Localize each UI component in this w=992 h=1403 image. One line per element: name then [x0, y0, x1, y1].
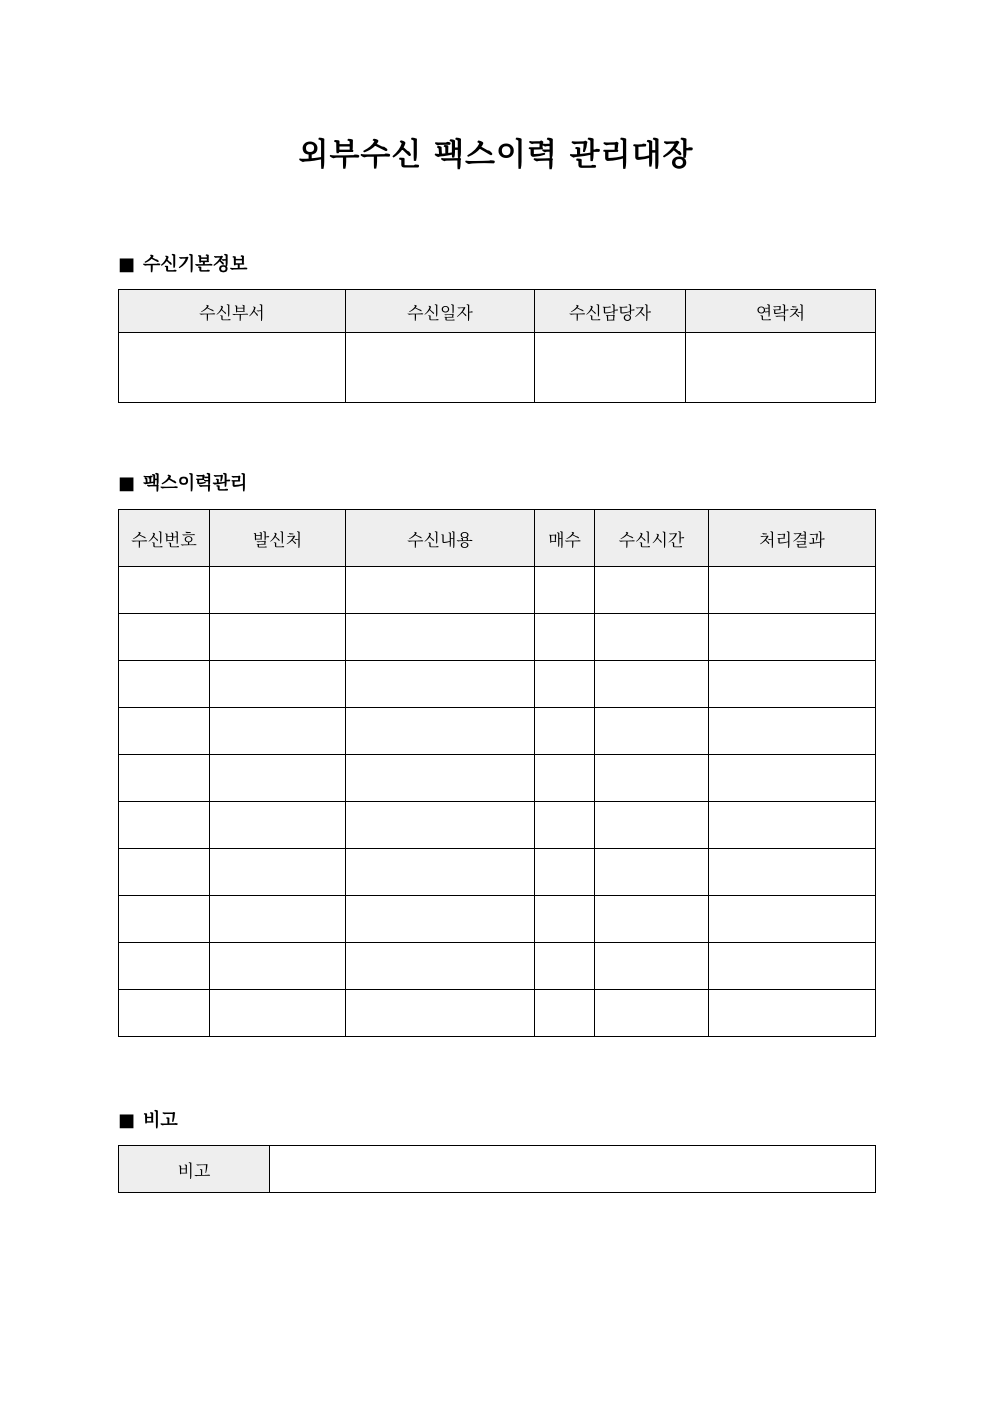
table-cell[interactable] — [210, 943, 346, 990]
table-cell[interactable] — [595, 849, 709, 896]
table-cell[interactable] — [119, 661, 210, 708]
table-row — [119, 708, 876, 755]
table-row — [119, 1146, 876, 1193]
table-cell[interactable] — [535, 755, 595, 802]
fax-history-table — [118, 509, 876, 1037]
table-cell[interactable] — [595, 802, 709, 849]
table-row — [119, 567, 876, 614]
square-bullet-icon: ■ — [118, 1110, 136, 1131]
table-cell[interactable] — [535, 802, 595, 849]
section-heading-label: 수신기본정보 — [143, 254, 248, 275]
remarks-label: 비고 — [119, 1146, 270, 1193]
section-heading-remarks — [118, 1109, 178, 1133]
table-cell[interactable] — [119, 708, 210, 755]
table-cell[interactable] — [709, 614, 876, 661]
table-cell[interactable] — [709, 708, 876, 755]
table-cell[interactable] — [210, 567, 346, 614]
table-cell[interactable] — [535, 896, 595, 943]
table-cell[interactable] — [346, 708, 535, 755]
table-cell[interactable] — [346, 614, 535, 661]
table-cell[interactable] — [346, 802, 535, 849]
table-cell[interactable] — [346, 943, 535, 990]
table-row — [119, 943, 876, 990]
table-cell[interactable] — [595, 661, 709, 708]
table-cell[interactable] — [119, 755, 210, 802]
table-row — [119, 802, 876, 849]
section-heading-label: 팩스이력관리 — [143, 473, 248, 494]
table-header-row — [119, 290, 876, 333]
table-cell[interactable] — [119, 943, 210, 990]
table-cell[interactable] — [119, 896, 210, 943]
column-header-number: 수신번호 — [119, 510, 210, 567]
table-cell[interactable] — [595, 755, 709, 802]
table-cell[interactable] — [346, 661, 535, 708]
square-bullet-icon: ■ — [118, 254, 136, 275]
table-cell[interactable] — [535, 567, 595, 614]
table-row — [119, 990, 876, 1037]
table-cell[interactable] — [709, 943, 876, 990]
table-cell[interactable] — [595, 990, 709, 1037]
table-cell[interactable] — [709, 755, 876, 802]
table-cell[interactable] — [210, 614, 346, 661]
table-cell[interactable] — [210, 661, 346, 708]
table-header-row — [119, 510, 876, 567]
person-cell[interactable] — [535, 333, 686, 403]
table-cell[interactable] — [346, 896, 535, 943]
table-cell[interactable] — [595, 943, 709, 990]
table-row — [119, 896, 876, 943]
table-cell[interactable] — [535, 614, 595, 661]
table-cell[interactable] — [709, 661, 876, 708]
table-cell[interactable] — [595, 614, 709, 661]
column-header-person: 수신담당자 — [535, 290, 686, 333]
table-row — [119, 333, 876, 403]
column-header-date: 수신일자 — [346, 290, 535, 333]
column-header-department: 수신부서 — [119, 290, 346, 333]
column-header-content: 수신내용 — [346, 510, 535, 567]
page-title: 외부수신 팩스이력 관리대장 — [298, 137, 694, 173]
table-cell[interactable] — [595, 896, 709, 943]
table-cell[interactable] — [210, 755, 346, 802]
department-cell[interactable] — [119, 333, 346, 403]
square-bullet-icon: ■ — [118, 473, 136, 494]
table-cell[interactable] — [346, 567, 535, 614]
column-header-time: 수신시간 — [595, 510, 709, 567]
table-cell[interactable] — [535, 661, 595, 708]
table-cell[interactable] — [535, 990, 595, 1037]
table-cell[interactable] — [346, 849, 535, 896]
table-cell[interactable] — [709, 990, 876, 1037]
table-cell[interactable] — [119, 802, 210, 849]
table-cell[interactable] — [535, 943, 595, 990]
column-header-result: 처리결과 — [709, 510, 876, 567]
table-cell[interactable] — [346, 755, 535, 802]
section-heading-fax-history — [118, 472, 247, 496]
column-header-contact: 연락처 — [686, 290, 876, 333]
table-cell[interactable] — [119, 567, 210, 614]
table-cell[interactable] — [119, 849, 210, 896]
table-cell[interactable] — [595, 567, 709, 614]
table-cell[interactable] — [210, 802, 346, 849]
section-heading-label: 비고 — [143, 1110, 178, 1131]
table-row — [119, 661, 876, 708]
table-cell[interactable] — [709, 802, 876, 849]
table-cell[interactable] — [709, 567, 876, 614]
table-cell[interactable] — [119, 990, 210, 1037]
basic-info-table — [118, 289, 876, 403]
column-header-pages: 매수 — [535, 510, 595, 567]
table-cell[interactable] — [210, 849, 346, 896]
table-cell[interactable] — [535, 708, 595, 755]
table-row — [119, 614, 876, 661]
table-cell[interactable] — [346, 990, 535, 1037]
remarks-table — [118, 1145, 876, 1193]
column-header-sender: 발신처 — [210, 510, 346, 567]
section-heading-basic-info — [118, 253, 247, 277]
contact-cell[interactable] — [686, 333, 876, 403]
date-cell[interactable] — [346, 333, 535, 403]
table-cell[interactable] — [210, 896, 346, 943]
remarks-input-cell[interactable] — [270, 1146, 876, 1193]
table-cell[interactable] — [210, 708, 346, 755]
table-cell[interactable] — [210, 990, 346, 1037]
table-cell[interactable] — [709, 896, 876, 943]
table-cell[interactable] — [709, 849, 876, 896]
table-cell[interactable] — [119, 614, 210, 661]
table-row — [119, 849, 876, 896]
table-cell[interactable] — [535, 849, 595, 896]
table-cell[interactable] — [595, 708, 709, 755]
table-row — [119, 755, 876, 802]
